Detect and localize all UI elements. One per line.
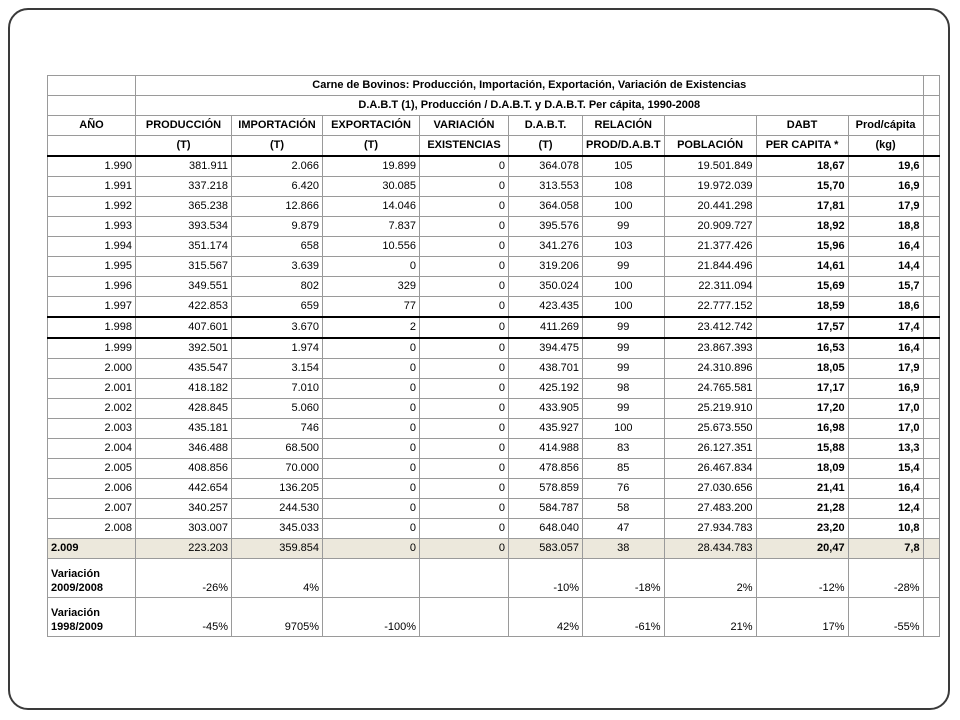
value-cell: 7.837 <box>323 217 420 237</box>
value-cell: 16,4 <box>848 237 923 257</box>
value-cell: 99 <box>583 359 665 379</box>
value-cell: 351.174 <box>136 237 232 257</box>
table-row <box>48 338 940 359</box>
value-cell: 414.988 <box>509 439 583 459</box>
table-row <box>48 297 940 318</box>
variation-value: -12% <box>756 559 848 598</box>
value-cell: 0 <box>420 399 509 419</box>
table-row <box>48 419 940 439</box>
value-cell: 12,4 <box>848 499 923 519</box>
header-cell: EXPORTACIÓN <box>323 116 420 136</box>
value-cell: 407.601 <box>136 317 232 338</box>
year-cell: 2.003 <box>48 419 136 439</box>
value-cell: 16,9 <box>848 379 923 399</box>
value-cell: 68.500 <box>232 439 323 459</box>
value-cell: 17,20 <box>756 399 848 419</box>
value-cell: 5.060 <box>232 399 323 419</box>
spacer-cell <box>923 379 939 399</box>
value-cell: 15,96 <box>756 237 848 257</box>
variation-value: 21% <box>664 598 756 637</box>
header-cell: DABT <box>756 116 848 136</box>
value-cell: 340.257 <box>136 499 232 519</box>
value-cell: 802 <box>232 277 323 297</box>
value-cell: 0 <box>323 479 420 499</box>
value-cell: 345.033 <box>232 519 323 539</box>
variation-value: -100% <box>323 598 420 637</box>
value-cell: 244.530 <box>232 499 323 519</box>
year-cell: 1.998 <box>48 317 136 338</box>
value-cell: 658 <box>232 237 323 257</box>
value-cell: 6.420 <box>232 177 323 197</box>
value-cell: 578.859 <box>509 479 583 499</box>
value-cell: 21.377.426 <box>664 237 756 257</box>
value-cell: 364.078 <box>509 156 583 177</box>
table-row <box>48 439 940 459</box>
value-cell: 27.483.200 <box>664 499 756 519</box>
spacer-cell <box>923 197 939 217</box>
header-row-1 <box>48 116 940 136</box>
value-cell: 18,6 <box>848 297 923 318</box>
spacer-cell <box>923 277 939 297</box>
spacer-cell <box>923 559 939 598</box>
value-cell: 364.058 <box>509 197 583 217</box>
year-cell: 1.991 <box>48 177 136 197</box>
value-cell: 18,09 <box>756 459 848 479</box>
value-cell: 2 <box>323 317 420 338</box>
year-cell: 2.007 <box>48 499 136 519</box>
value-cell: 18,8 <box>848 217 923 237</box>
table-row <box>48 499 940 519</box>
value-cell: 3.154 <box>232 359 323 379</box>
value-cell: 26.467.834 <box>664 459 756 479</box>
value-cell: 21,28 <box>756 499 848 519</box>
value-cell: 17,57 <box>756 317 848 338</box>
value-cell: 15,4 <box>848 459 923 479</box>
value-cell: 303.007 <box>136 519 232 539</box>
spacer-cell <box>923 116 939 136</box>
value-cell: 15,70 <box>756 177 848 197</box>
value-cell: 411.269 <box>509 317 583 338</box>
value-cell: 223.203 <box>136 539 232 559</box>
value-cell: 99 <box>583 338 665 359</box>
table-row <box>48 317 940 338</box>
table-row <box>48 237 940 257</box>
table-row <box>48 177 940 197</box>
value-cell: 25.219.910 <box>664 399 756 419</box>
value-cell: 22.311.094 <box>664 277 756 297</box>
spacer-cell <box>923 156 939 177</box>
spacer-cell <box>923 177 939 197</box>
value-cell: 99 <box>583 399 665 419</box>
year-cell: 1.995 <box>48 257 136 277</box>
value-cell: 478.856 <box>509 459 583 479</box>
header-cell: VARIACIÓN <box>420 116 509 136</box>
value-cell: 26.127.351 <box>664 439 756 459</box>
header-cell: Prod/cápita <box>848 116 923 136</box>
header-cell <box>664 116 756 136</box>
value-cell: 98 <box>583 379 665 399</box>
value-cell: 0 <box>420 277 509 297</box>
value-cell: 346.488 <box>136 439 232 459</box>
year-cell: 1.996 <box>48 277 136 297</box>
value-cell: 99 <box>583 217 665 237</box>
variation-value: -10% <box>509 559 583 598</box>
value-cell: 435.927 <box>509 419 583 439</box>
value-cell: 14,61 <box>756 257 848 277</box>
header-row-2 <box>48 136 940 157</box>
value-cell: 433.905 <box>509 399 583 419</box>
value-cell: 17,4 <box>848 317 923 338</box>
value-cell: 14,4 <box>848 257 923 277</box>
spacer-cell <box>923 217 939 237</box>
year-cell: 1.999 <box>48 338 136 359</box>
value-cell: 659 <box>232 297 323 318</box>
header-cell: PROD/D.A.B.T <box>583 136 665 157</box>
value-cell: 584.787 <box>509 499 583 519</box>
value-cell: 393.534 <box>136 217 232 237</box>
variation-value: 2% <box>664 559 756 598</box>
value-cell: 85 <box>583 459 665 479</box>
value-cell: 17,81 <box>756 197 848 217</box>
spacer-cell <box>923 519 939 539</box>
value-cell: 319.206 <box>509 257 583 277</box>
value-cell: 70.000 <box>232 459 323 479</box>
value-cell: 0 <box>420 359 509 379</box>
value-cell: 15,69 <box>756 277 848 297</box>
value-cell: 0 <box>323 257 420 277</box>
value-cell: 0 <box>323 338 420 359</box>
year-cell: 1.992 <box>48 197 136 217</box>
variation-value: 9705% <box>232 598 323 637</box>
value-cell: 350.024 <box>509 277 583 297</box>
header-cell: (T) <box>323 136 420 157</box>
value-cell: 3.670 <box>232 317 323 338</box>
value-cell: 18,59 <box>756 297 848 318</box>
value-cell: 27.030.656 <box>664 479 756 499</box>
spacer-cell <box>923 499 939 519</box>
table-row <box>48 197 940 217</box>
header-cell: (T) <box>509 136 583 157</box>
value-cell: 423.435 <box>509 297 583 318</box>
value-cell: 100 <box>583 419 665 439</box>
value-cell: 394.475 <box>509 338 583 359</box>
variation-value: -61% <box>583 598 665 637</box>
value-cell: 0 <box>420 519 509 539</box>
spacer-cell <box>923 338 939 359</box>
table-row <box>48 379 940 399</box>
value-cell: 99 <box>583 257 665 277</box>
variation-row <box>48 559 940 598</box>
value-cell: 7.010 <box>232 379 323 399</box>
spacer-cell <box>923 479 939 499</box>
value-cell: 2.066 <box>232 156 323 177</box>
value-cell: 105 <box>583 156 665 177</box>
value-cell: 365.238 <box>136 197 232 217</box>
spacer-cell <box>923 237 939 257</box>
value-cell: 0 <box>323 419 420 439</box>
spacer-cell <box>923 297 939 318</box>
value-cell: 435.181 <box>136 419 232 439</box>
value-cell: 0 <box>420 177 509 197</box>
value-cell: 428.845 <box>136 399 232 419</box>
value-cell: 359.854 <box>232 539 323 559</box>
value-cell: 16,4 <box>848 479 923 499</box>
value-cell: 7,8 <box>848 539 923 559</box>
value-cell: 395.576 <box>509 217 583 237</box>
value-cell: 341.276 <box>509 237 583 257</box>
year-cell: 2.002 <box>48 399 136 419</box>
header-cell: (T) <box>232 136 323 157</box>
variation-value <box>323 559 420 598</box>
value-cell: 12.866 <box>232 197 323 217</box>
value-cell: 30.085 <box>323 177 420 197</box>
value-cell: 0 <box>420 479 509 499</box>
value-cell: 418.182 <box>136 379 232 399</box>
value-cell: 0 <box>420 419 509 439</box>
table-row <box>48 519 940 539</box>
year-cell: 2.009 <box>48 539 136 559</box>
value-cell: 0 <box>323 359 420 379</box>
year-cell: 2.000 <box>48 359 136 379</box>
value-cell: 19.899 <box>323 156 420 177</box>
table-row <box>48 399 940 419</box>
year-cell: 1.990 <box>48 156 136 177</box>
header-cell: EXISTENCIAS <box>420 136 509 157</box>
variation-label: Variación 1998/2009 <box>48 598 136 637</box>
value-cell: 22.777.152 <box>664 297 756 318</box>
value-cell: 38 <box>583 539 665 559</box>
year-cell: 2.005 <box>48 459 136 479</box>
value-cell: 17,9 <box>848 197 923 217</box>
spacer-cell <box>923 399 939 419</box>
value-cell: 315.567 <box>136 257 232 277</box>
value-cell: 0 <box>323 499 420 519</box>
value-cell: 0 <box>420 338 509 359</box>
value-cell: 0 <box>323 399 420 419</box>
value-cell: 100 <box>583 277 665 297</box>
value-cell: 16,9 <box>848 177 923 197</box>
value-cell: 14.046 <box>323 197 420 217</box>
table-subtitle: D.A.B.T (1), Producción / D.A.B.T. y D.A.B.T. Per cápita, 1990-2008 <box>136 96 924 116</box>
value-cell: 0 <box>323 459 420 479</box>
value-cell: 425.192 <box>509 379 583 399</box>
value-cell: 20.441.298 <box>664 197 756 217</box>
beef-production-table <box>47 75 940 637</box>
value-cell: 108 <box>583 177 665 197</box>
value-cell: 20,47 <box>756 539 848 559</box>
value-cell: 0 <box>420 317 509 338</box>
value-cell: 313.553 <box>509 177 583 197</box>
value-cell: 9.879 <box>232 217 323 237</box>
value-cell: 337.218 <box>136 177 232 197</box>
table-row <box>48 479 940 499</box>
spacer-cell <box>923 136 939 157</box>
spacer-cell <box>923 419 939 439</box>
header-cell: D.A.B.T. <box>509 116 583 136</box>
value-cell: 58 <box>583 499 665 519</box>
variation-value: -18% <box>583 559 665 598</box>
value-cell: 17,0 <box>848 419 923 439</box>
year-cell: 1.994 <box>48 237 136 257</box>
value-cell: 17,0 <box>848 399 923 419</box>
title-row-1 <box>48 76 940 96</box>
header-cell: RELACIÓN <box>583 116 665 136</box>
variation-value: -26% <box>136 559 232 598</box>
title-row-2 <box>48 96 940 116</box>
spacer-cell <box>923 439 939 459</box>
value-cell: 20.909.727 <box>664 217 756 237</box>
spacer-cell <box>923 317 939 338</box>
value-cell: 3.639 <box>232 257 323 277</box>
header-cell: POBLACIÓN <box>664 136 756 157</box>
value-cell: 18,67 <box>756 156 848 177</box>
value-cell: 18,05 <box>756 359 848 379</box>
variation-value: 4% <box>232 559 323 598</box>
value-cell: 0 <box>420 217 509 237</box>
value-cell: 0 <box>420 539 509 559</box>
value-cell: 100 <box>583 197 665 217</box>
value-cell: 10,8 <box>848 519 923 539</box>
value-cell: 21.844.496 <box>664 257 756 277</box>
header-cell: IMPORTACIÓN <box>232 116 323 136</box>
value-cell: 10.556 <box>323 237 420 257</box>
header-cell: (kg) <box>848 136 923 157</box>
value-cell: 408.856 <box>136 459 232 479</box>
value-cell: 329 <box>323 277 420 297</box>
table-row <box>48 459 940 479</box>
value-cell: 583.057 <box>509 539 583 559</box>
table-row <box>48 359 940 379</box>
value-cell: 0 <box>420 237 509 257</box>
value-cell: 103 <box>583 237 665 257</box>
value-cell: 76 <box>583 479 665 499</box>
value-cell: 136.205 <box>232 479 323 499</box>
value-cell: 18,92 <box>756 217 848 237</box>
year-cell: 2.001 <box>48 379 136 399</box>
value-cell: 349.551 <box>136 277 232 297</box>
variation-value <box>420 598 509 637</box>
header-cell: PER CAPITA * <box>756 136 848 157</box>
variation-value: 42% <box>509 598 583 637</box>
value-cell: 16,53 <box>756 338 848 359</box>
value-cell: 17,9 <box>848 359 923 379</box>
value-cell: 0 <box>420 156 509 177</box>
value-cell: 381.911 <box>136 156 232 177</box>
table-row <box>48 156 940 177</box>
value-cell: 0 <box>420 379 509 399</box>
year-cell: 2.006 <box>48 479 136 499</box>
header-cell: AÑO <box>48 116 136 136</box>
value-cell: 0 <box>420 257 509 277</box>
value-cell: 0 <box>323 539 420 559</box>
variation-value <box>420 559 509 598</box>
value-cell: 17,17 <box>756 379 848 399</box>
variation-value: -28% <box>848 559 923 598</box>
variation-value: 17% <box>756 598 848 637</box>
value-cell: 0 <box>420 197 509 217</box>
header-cell: (T) <box>136 136 232 157</box>
table-row <box>48 257 940 277</box>
value-cell: 27.934.783 <box>664 519 756 539</box>
value-cell: 99 <box>583 317 665 338</box>
value-cell: 746 <box>232 419 323 439</box>
year-cell: 1.993 <box>48 217 136 237</box>
value-cell: 25.673.550 <box>664 419 756 439</box>
value-cell: 13,3 <box>848 439 923 459</box>
spacer-cell <box>923 459 939 479</box>
value-cell: 0 <box>323 439 420 459</box>
table-row <box>48 217 940 237</box>
spacer-cell <box>923 359 939 379</box>
value-cell: 648.040 <box>509 519 583 539</box>
value-cell: 15,7 <box>848 277 923 297</box>
value-cell: 24.765.581 <box>664 379 756 399</box>
value-cell: 0 <box>420 439 509 459</box>
value-cell: 19.501.849 <box>664 156 756 177</box>
spacer-cell <box>923 539 939 559</box>
value-cell: 422.853 <box>136 297 232 318</box>
variation-label: Variación 2009/2008 <box>48 559 136 598</box>
value-cell: 15,88 <box>756 439 848 459</box>
value-cell: 442.654 <box>136 479 232 499</box>
spacer-cell <box>923 598 939 637</box>
value-cell: 83 <box>583 439 665 459</box>
value-cell: 392.501 <box>136 338 232 359</box>
value-cell: 438.701 <box>509 359 583 379</box>
value-cell: 47 <box>583 519 665 539</box>
table-title: Carne de Bovinos: Producción, Importación, Exportación, Variación de Existencias <box>136 76 924 96</box>
value-cell: 16,4 <box>848 338 923 359</box>
variation-row <box>48 598 940 637</box>
value-cell: 77 <box>323 297 420 318</box>
value-cell: 16,98 <box>756 419 848 439</box>
value-cell: 0 <box>420 459 509 479</box>
variation-value: -55% <box>848 598 923 637</box>
value-cell: 28.434.783 <box>664 539 756 559</box>
value-cell: 1.974 <box>232 338 323 359</box>
header-cell <box>48 136 136 157</box>
table-row <box>48 539 940 559</box>
year-cell: 2.004 <box>48 439 136 459</box>
value-cell: 23.867.393 <box>664 338 756 359</box>
value-cell: 19.972.039 <box>664 177 756 197</box>
header-cell: PRODUCCIÓN <box>136 116 232 136</box>
year-cell: 1.997 <box>48 297 136 318</box>
value-cell: 19,6 <box>848 156 923 177</box>
value-cell: 435.547 <box>136 359 232 379</box>
variation-value: -45% <box>136 598 232 637</box>
value-cell: 0 <box>420 499 509 519</box>
value-cell: 24.310.896 <box>664 359 756 379</box>
value-cell: 23,20 <box>756 519 848 539</box>
table-row <box>48 277 940 297</box>
spacer-cell <box>923 257 939 277</box>
value-cell: 100 <box>583 297 665 318</box>
value-cell: 23.412.742 <box>664 317 756 338</box>
value-cell: 0 <box>323 379 420 399</box>
value-cell: 21,41 <box>756 479 848 499</box>
value-cell: 0 <box>323 519 420 539</box>
value-cell: 0 <box>420 297 509 318</box>
year-cell: 2.008 <box>48 519 136 539</box>
